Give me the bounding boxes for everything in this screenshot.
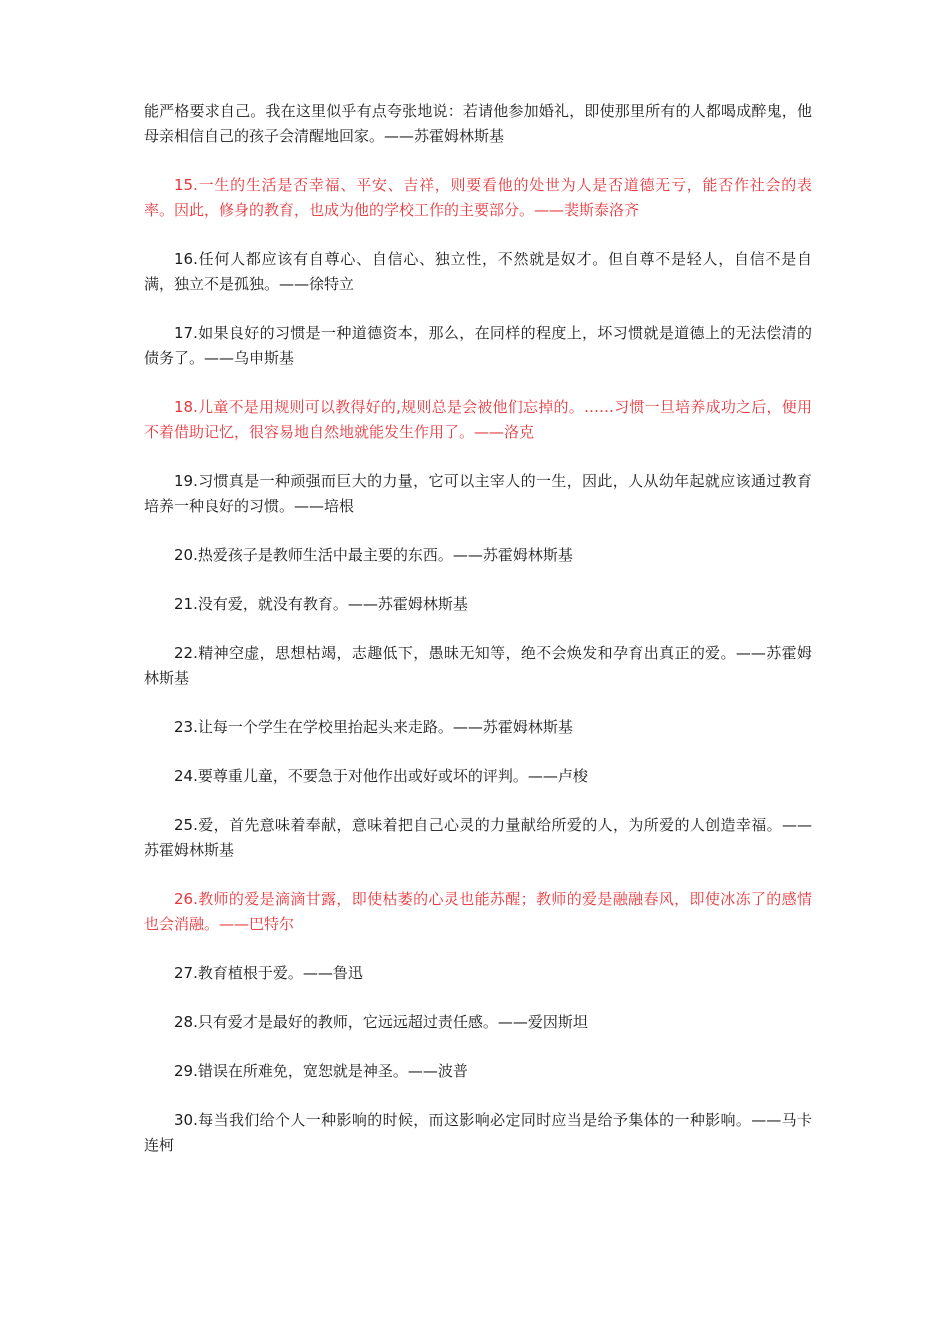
paragraph: 25.爱，首先意味着奉献，意味着把自己心灵的力量献给所爱的人，为所爱的人创造幸福。——苏霍姆林斯基 <box>144 816 812 859</box>
paragraph: 23.让每一个学生在学校里抬起头来走路。——苏霍姆林斯基 <box>174 718 573 736</box>
paragraph: 20.热爱孩子是教师生活中最主要的东西。——苏霍姆林斯基 <box>174 546 573 564</box>
paragraph: 29.错误在所难免，宽恕就是神圣。——波普 <box>174 1062 468 1080</box>
paragraph: 16.任何人都应该有自尊心、自信心、独立性，不然就是奴才。但自尊不是轻人，自信不是自满，独立不是孤独。——徐特立 <box>144 250 812 293</box>
paragraph: 30.每当我们给个人一种影响的时候，而这影响必定同时应当是给予集体的一种影响。——马卡连柯 <box>144 1111 812 1154</box>
paragraph: 15.一生的生活是否幸福、平安、吉祥，则要看他的处世为人是否道德无亏，能否作社会的表率。因此，修身的教育，也成为他的学校工作的主要部分。——裴斯泰洛齐 <box>144 176 812 219</box>
paragraph: 能严格要求自己。我在这里似乎有点夸张地说：若请他参加婚礼，即使那里所有的人都喝成醉鬼，他母亲相信自己的孩子会清醒地回家。——苏霍姆林斯基 <box>144 102 812 145</box>
document-body <box>144 99 812 1182</box>
paragraph: 28.只有爱才是最好的教师，它远远超过责任感。——爱因斯坦 <box>174 1013 588 1031</box>
paragraph: 18.儿童不是用规则可以教得好的,规则总是会被他们忘掉的。……习惯一旦培养成功之后，便用不着借助记忆，很容易地自然地就能发生作用了。——洛克 <box>144 398 812 441</box>
paragraph: 17.如果良好的习惯是一种道德资本，那么，在同样的程度上，坏习惯就是道德上的无法偿清的债务了。——乌申斯基 <box>144 324 812 367</box>
paragraph: 27.教育植根于爱。——鲁迅 <box>174 964 363 982</box>
paragraph: 22.精神空虚，思想枯竭，志趣低下，愚昧无知等，绝不会焕发和孕育出真正的爱。——苏霍姆林斯基 <box>144 644 812 687</box>
paragraph: 24.要尊重儿童，不要急于对他作出或好或坏的评判。——卢梭 <box>174 767 588 785</box>
paragraph: 26.教师的爱是滴滴甘露，即使枯萎的心灵也能苏醒；教师的爱是融融春风，即使冰冻了的感情也会消融。——巴特尔 <box>144 890 812 933</box>
paragraph: 19.习惯真是一种顽强而巨大的力量，它可以主宰人的一生，因此，人从幼年起就应该通过教育培养一种良好的习惯。——培根 <box>144 472 812 515</box>
paragraph: 21.没有爱，就没有教育。——苏霍姆林斯基 <box>174 595 468 613</box>
